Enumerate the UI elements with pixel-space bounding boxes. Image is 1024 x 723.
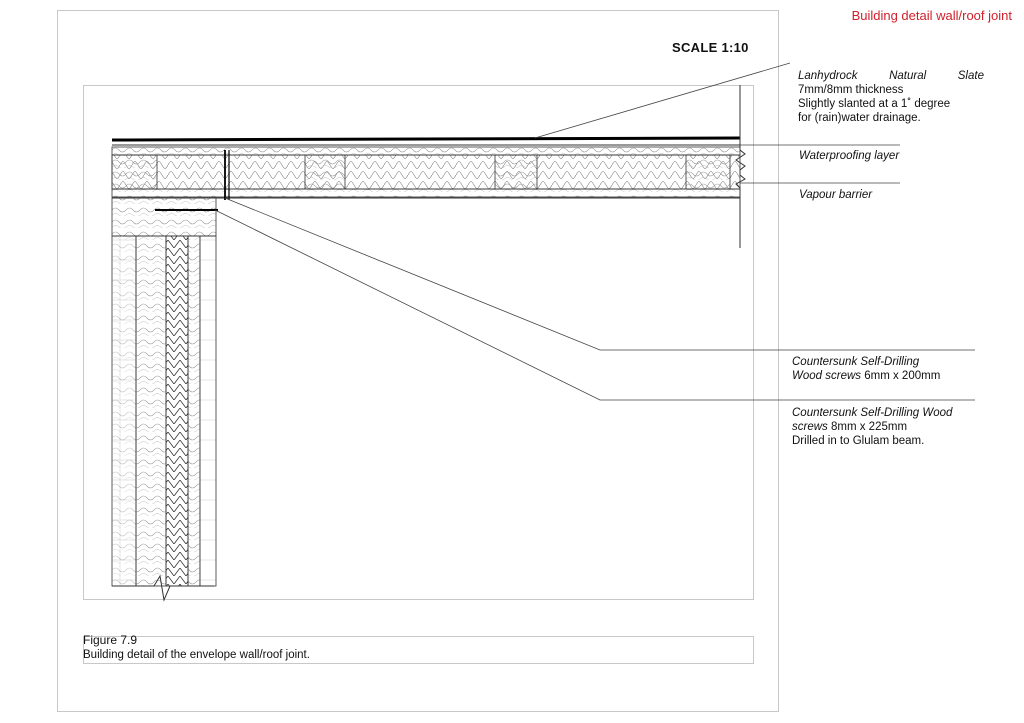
annotation-screws-b [792,406,952,448]
header-title: Building detail wall/roof joint [851,8,1012,23]
slate-slant: Slightly slanted at a 1˚ degree [798,98,951,110]
screws-a-size: 6mm x 200mm [861,370,941,382]
wall-inner-stud [188,236,200,586]
roof-joist [112,155,157,189]
figure-caption: Building detail of the envelope wall/roof joint. [83,649,310,661]
roof-joist [495,155,537,189]
roof-joist [305,155,345,189]
slate-name-word: Slate [957,70,984,82]
annotation-slate [798,69,984,125]
screws-a-type: Wood screws [792,370,862,382]
wall-assembly [112,150,229,600]
waterproofing-label: Waterproofing layer [799,150,900,162]
screws-b-type: screws [792,421,828,433]
figure-number: Figure 7.9 [83,633,138,647]
roof-inner-board [112,189,740,197]
slate-name-word: Lanhydrock [798,70,858,82]
annotation-screws-a [792,355,940,383]
wall-inner-board [200,236,216,586]
roof-insulation [112,155,740,189]
glulam-beam [112,198,216,236]
roof-joist [686,155,730,189]
wall-stud [136,236,166,586]
roof-sheathing [112,147,740,155]
annotation-waterproofing [799,149,899,163]
screws-b-size: 8mm x 225mm [827,421,908,433]
screws-a-line1: Countersunk Self-Drilling [792,356,920,368]
leader-slate [535,63,790,138]
slate-layer [112,138,740,140]
slate-thickness: 7mm/8mm thickness [798,84,904,96]
slate-name-word: Natural [889,70,927,82]
annotation-vapour [799,188,872,202]
vapour-barrier-label: Vapour barrier [799,189,873,201]
screws-b-line1: Countersunk Self-Drilling Wood [792,407,953,419]
scale-label: SCALE 1:10 [672,40,749,55]
slate-drainage: for (rain)water drainage. [798,112,921,124]
screws-b-note: Drilled in to Glulam beam. [792,435,925,447]
leader-screws-a [225,198,975,350]
wall-insulation [166,236,188,586]
